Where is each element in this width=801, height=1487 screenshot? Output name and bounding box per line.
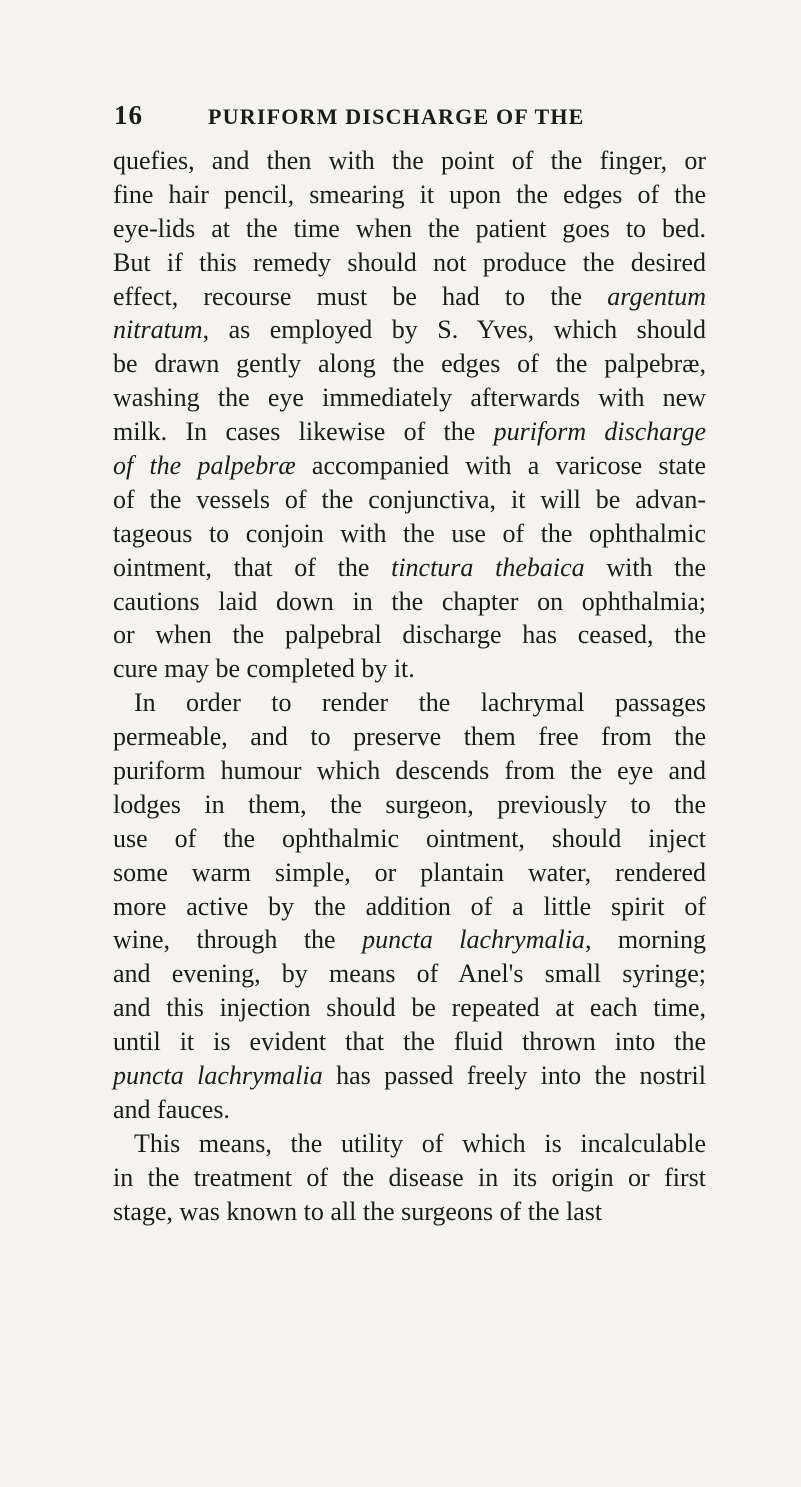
text-run: lodges in them, the surgeon, previously to the [113,789,706,819]
text-line [113,788,706,822]
text-run: wine, through the [113,925,363,955]
text-run: washing the eye immediately afterwards with new [113,383,706,413]
text-line [113,923,706,957]
text-run: of the vessels of the conjunctiva, it will be advan- [113,484,706,514]
body-text [113,144,706,1229]
text-line [113,381,706,415]
text-line [113,246,706,280]
text-line [113,1161,706,1195]
text-run: in the treatment of the disease in its origin or first [113,1162,706,1192]
text-run: permeable, and to preserve them free from the [113,722,706,752]
text-run: and this injection should be repeated at each time, [113,993,706,1023]
text-run: and fauces. [113,1094,230,1124]
italic-run: puncta lachrymalia [113,1061,323,1091]
italic-run: tinctura thebaica [391,552,585,582]
italic-run: nitratum [113,315,203,345]
text-line [113,1025,706,1059]
italic-run: puriform discharge [493,417,706,447]
italic-run: puncta lachrymalia [362,925,585,955]
text-run: until it is evident that the fluid thrown into the [113,1027,706,1057]
text-run: , morning [584,925,706,955]
running-head: PURIFORM DISCHARGE OF THE [208,104,585,129]
text-line [113,1093,706,1127]
text-line [113,144,706,178]
text-line [113,483,706,517]
text-line [113,856,706,890]
text-run: cautions laid down in the chapter on ophthalmia; [113,586,706,616]
text-line [113,415,706,449]
text-run: use of the ophthalmic ointment, should inject [113,823,706,853]
text-run: cure may be completed by it. [113,654,415,684]
text-run: ointment, that of the [113,552,392,582]
text-line [113,280,706,314]
text-run: milk. In cases likewise of the [113,417,494,447]
text-run: or when the palpebral discharge has ceased, the [113,620,706,650]
text-line [113,652,706,686]
text-run: In order to render the lachrymal passages [134,688,706,718]
text-line [113,720,706,754]
text-run: , as employed by S. Yves, which should [202,315,706,345]
text-run: with the [584,552,706,582]
text-run: But if this remedy should not produce the desired [113,247,706,277]
text-run: puriform humour which descends from the eye and [113,756,706,786]
text-line [113,551,706,585]
text-line [113,618,706,652]
text-line [113,1059,706,1093]
text-run: eye-lids at the time when the patient goes to bed. [113,213,706,243]
text-line [113,449,706,483]
text-run: more active by the addition of a little spirit of [113,891,706,921]
page-header [114,100,690,134]
text-line [113,686,706,720]
text-line [113,313,706,347]
text-line [113,178,706,212]
text-line [113,1195,706,1229]
page-number: 16 [114,100,143,130]
text-run: effect, recourse must be had to the [113,281,608,311]
text-line [113,212,706,246]
text-line [113,890,706,924]
text-line [113,517,706,551]
text-line [113,347,706,381]
text-run: This means, the utility of which is incalculable [134,1128,706,1158]
text-run: accompanied with a varicose state [295,451,706,481]
text-run: some warm simple, or plantain water, rendered [113,857,706,887]
text-line [113,822,706,856]
text-run: fine hair pencil, smearing it upon the edges of the [113,179,706,209]
text-line [113,585,706,619]
text-run: stage, was known to all the surgeons of the last [113,1196,603,1226]
italic-run: argentum [607,281,706,311]
italic-run: of the palpebræ [113,451,296,481]
text-run: and evening, by means of Anel's small syringe; [113,959,706,989]
text-line [113,991,706,1025]
text-run: tageous to conjoin with the use of the ophthalmic [113,518,706,548]
text-line [113,957,706,991]
text-run: has passed freely into the nostril [322,1061,706,1091]
text-line [113,1127,706,1161]
text-run: quefies, and then with the point of the finger, or [113,146,706,175]
text-line [113,754,706,788]
text-run: be drawn gently along the edges of the palpebræ, [113,349,706,379]
